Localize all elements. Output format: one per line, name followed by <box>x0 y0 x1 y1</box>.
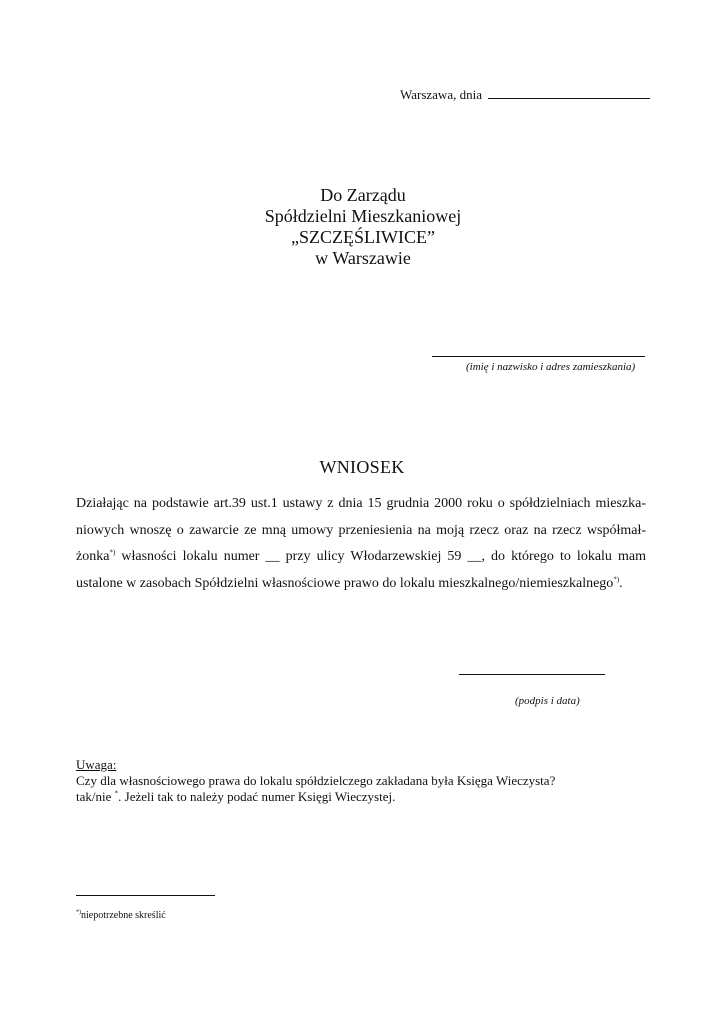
note-line-2-end: . Jeżeli tak to należy podać numer Księgi Wieczystej. <box>118 789 396 804</box>
body-line-4-end: . <box>619 575 623 591</box>
document-title: WNIOSEK <box>319 457 405 477</box>
note-line-2 <box>76 789 555 805</box>
date-blank-line <box>488 87 650 99</box>
body-line-3-start: żonka <box>76 549 110 564</box>
body-line-1: Działając na podstawie art.39 ust.1 ustawy z dnia 15 grudnia 2000 roku o spółdzielniach mieszka- <box>76 496 646 511</box>
note-block <box>76 757 555 805</box>
footnote-mark: *) <box>109 548 116 557</box>
addressee-line-2: Spółdzielni Mieszkaniowej <box>264 206 462 226</box>
addressee-line-4: w Warszawie <box>315 248 411 268</box>
signature-caption: (podpis i data) <box>515 695 580 707</box>
footnote-mark: *) <box>76 909 81 916</box>
body-line-2: niowych wnoszę o zawarcie ze mną umowy przeniesienia na moją rzecz oraz na rzecz współmał- <box>76 522 646 538</box>
addressee-line-3: „SZCZĘŚLIWICE” <box>291 227 435 247</box>
body-line-4 <box>76 571 646 598</box>
applicant-blank-line <box>432 356 645 357</box>
footnote-separator <box>76 895 215 896</box>
footnote <box>76 910 166 921</box>
note-heading: Uwaga: <box>76 757 117 772</box>
addressee-line-1: Do Zarządu <box>320 185 406 205</box>
body-line-3 <box>76 544 646 571</box>
note-line-2-start: tak/nie <box>76 789 115 804</box>
request-body <box>76 491 646 597</box>
body-line-4-start: ustalone w zasobach Spółdzielni własnościowe prawo do lokalu mieszkalnego/niemieszkalnego <box>76 575 614 591</box>
footnote-text: niepotrzebne skreślić <box>81 910 166 921</box>
footnote-mark: *) <box>613 574 620 583</box>
applicant-caption: (imię i nazwisko i adres zamieszkania) <box>466 361 636 373</box>
place-date-label: Warszawa, dnia <box>400 87 482 102</box>
note-line-1: Czy dla własnościowego prawa do lokalu spółdzielczego zakładana była Księga Wieczysta? <box>76 773 556 788</box>
footnote-mark: * <box>114 789 119 798</box>
place-date-field <box>400 87 650 103</box>
signature-blank-line <box>459 674 605 675</box>
body-line-3-end: własności lokalu numer __ przy ulicy Włodarzewskiej 59 __, do którego to lokalu mam <box>115 549 646 564</box>
addressee-block <box>200 185 526 269</box>
